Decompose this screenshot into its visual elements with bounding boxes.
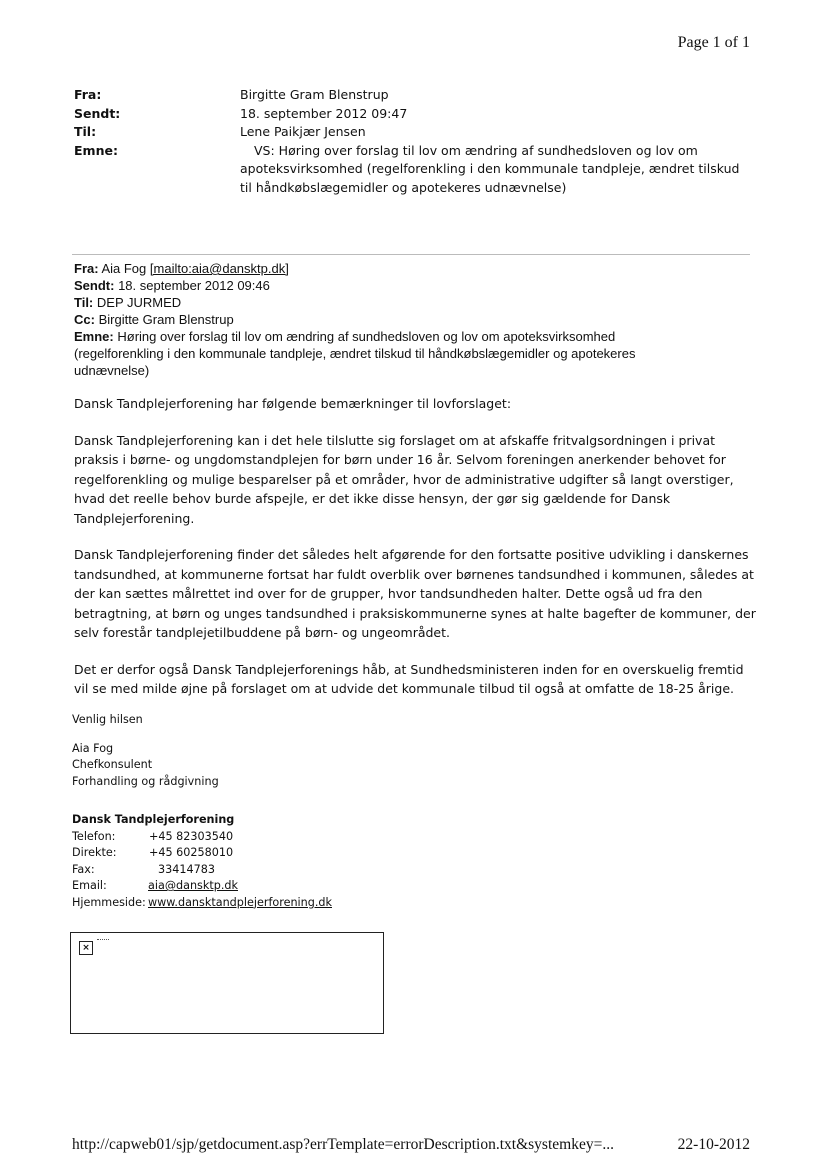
header-from-value: Birgitte Gram Blenstrup	[240, 87, 389, 102]
forwarded-subject-line: (regelforenkling i den kommunale tandpleje, ændret tilskud til håndkøbslægemidler og apotekeres	[74, 346, 636, 361]
phone-value: +45 82303540	[149, 829, 234, 843]
forwarded-subject-label: Emne:	[74, 329, 114, 344]
header-sent-value: 18. september 2012 09:47	[240, 105, 408, 121]
email-link[interactable]: aia@dansktp.dk	[148, 879, 238, 892]
direct-value: +45 60258010	[149, 846, 234, 859]
body-intro: Dansk Tandplejerforening har følgende bemærkninger til lovforslaget:	[74, 396, 512, 411]
forwarded-sent	[74, 277, 754, 294]
body-paragraph-3	[74, 660, 758, 699]
contact-fax	[72, 862, 472, 879]
email-label: Email:	[72, 879, 107, 892]
forwarded-subject-line: udnævnelse)	[74, 363, 150, 378]
forwarded-from	[74, 260, 754, 277]
contact-email	[72, 878, 472, 895]
header-to-label: Til:	[74, 124, 97, 139]
forwarded-from-mailto-link[interactable]: [mailto:aia@dansktp.dk]	[149, 261, 289, 276]
forwarded-sent-value: 18. september 2012 09:46	[118, 278, 270, 293]
body-line: hvad det reelle behov burde afspejle, er det ikke disse hensyn, der gør sig gældende for Dansk	[74, 491, 671, 506]
body-line: Det er derfor også Dansk Tandplejerforenings håb, at Sundhedsministeren inden for en overskuelig fremtid	[74, 661, 744, 677]
fax-value: 33414783	[158, 862, 215, 876]
header-subject-line: til håndkøbslægemidler og apotekeres udnævnelse)	[240, 179, 567, 195]
signature-block	[72, 712, 219, 790]
forwarded-cc	[74, 311, 754, 328]
signature-name: Aia Fog	[72, 741, 114, 755]
header-subject-value	[240, 142, 760, 198]
footer-date: 22-10-2012	[677, 1136, 750, 1153]
body-line: praksis i børne- og ungdomstandplejen for børn under 16 år. Selvom foreningen anerkender behovet for	[74, 452, 726, 467]
website-label: Hjemmeside:	[72, 895, 146, 909]
body-line: Dansk Tandplejerforening kan i det hele tilslutte sig forslaget om at afskaffe fritvalgsordningen i privat	[74, 432, 716, 448]
image-placeholder	[70, 932, 384, 1034]
header-from-label: Fra:	[74, 87, 102, 102]
header-to-value: Lene Paikjær Jensen	[240, 124, 366, 139]
body-line: Dansk Tandplejerforening finder det således helt afgørende for den fortsatte positive udvikling i danskernes	[74, 547, 749, 562]
forwarded-from-label: Fra:	[74, 261, 99, 276]
image-caption-dash	[97, 939, 109, 940]
body-line: vil se med milde øjne på forslaget om at udvide det kommunale tilbud til også at omfatte de 18-25 årige.	[74, 681, 734, 696]
forwarded-to	[74, 294, 754, 311]
forwarded-subject	[74, 328, 754, 345]
page-number: Page 1 of 1	[677, 34, 750, 51]
body-line: regelforenkling og mulige besparelser på et områder, hvor de administrative udgifter så langt overstiger,	[74, 471, 734, 487]
contact-website	[72, 895, 472, 912]
organization-contact	[72, 812, 472, 911]
header-subject-line: apoteksvirksomhed (regelforenkling i den kommunale tandpleje, ændret tilskud	[240, 161, 740, 176]
body-line: selv forestår tandplejetilbuddene på børn- og ungeområdet.	[74, 625, 450, 640]
message-body	[74, 394, 758, 716]
contact-phone	[72, 829, 472, 846]
body-line: der kan sættes målrettet ind over for de grupper, hvor tandsundheden halter. Dette også ud fra den	[74, 586, 703, 601]
body-paragraph-2	[74, 545, 758, 643]
broken-image-icon: ×	[79, 941, 93, 955]
forwarded-to-label: Til:	[74, 295, 94, 310]
organization-name: Dansk Tandplejerforening	[72, 813, 235, 826]
direct-label: Direkte:	[72, 846, 117, 859]
body-line: tandsundhed, at kommunerne fortsat har fuldt overblik over børnenes tandsundhed i kommunen, således at	[74, 566, 754, 582]
header-sent-label: Sendt:	[74, 105, 121, 121]
divider	[72, 254, 750, 255]
forwarded-to-value: DEP JURMED	[96, 295, 182, 310]
fax-label: Fax:	[72, 862, 95, 876]
contact-direct	[72, 845, 472, 862]
phone-label: Telefon:	[72, 829, 116, 843]
forwarded-header	[74, 260, 754, 379]
forwarded-from-name: Aia Fog	[101, 261, 147, 276]
signature-title: Chefkonsulent	[72, 758, 153, 771]
body-line: Tandplejerforening.	[74, 510, 195, 526]
closing-greeting: Venlig hilsen	[72, 713, 143, 726]
signature-department: Forhandling og rådgivning	[72, 774, 219, 788]
forwarded-cc-label: Cc:	[74, 312, 95, 327]
header-subject-line: VS: Høring over forslag til lov om ændring af sundhedsloven og lov om	[254, 142, 698, 158]
forwarded-cc-value: Birgitte Gram Blenstrup	[98, 312, 234, 327]
forwarded-sent-label: Sendt:	[74, 278, 115, 293]
header-subject-label: Emne:	[74, 142, 118, 158]
body-paragraph-1	[74, 431, 758, 529]
website-link[interactable]: www.dansktandplejerforening.dk	[148, 895, 332, 909]
body-line: betragtning, at børn og unges tandsundhed i praksiskommunerne synes at halte bagefter de kommuner, der	[74, 605, 756, 621]
footer-url: http://capweb01/sjp/getdocument.asp?errTemplate=errorDescription.txt&systemkey=...	[72, 1136, 614, 1153]
forwarded-subject-line: Høring over forslag til lov om ændring af sundhedsloven og lov om apoteksvirksomhed	[117, 329, 616, 344]
